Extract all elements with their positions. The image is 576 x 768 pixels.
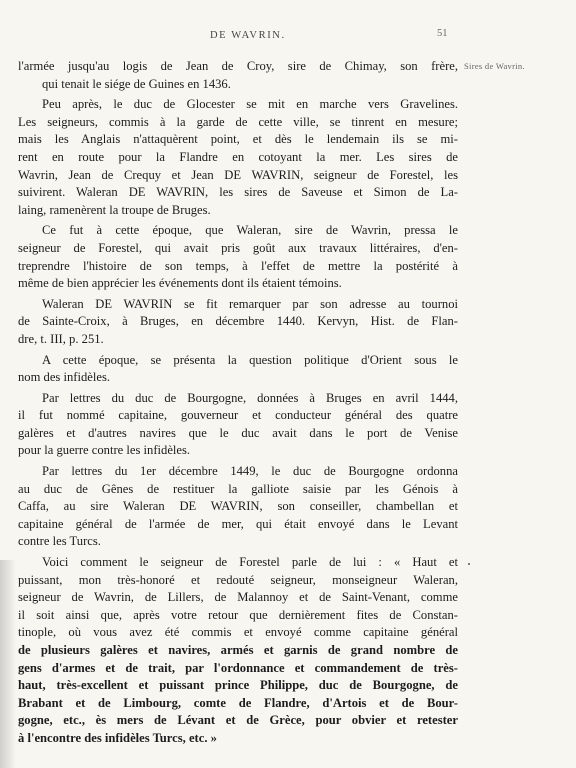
text-line: tinople, où vous avez été commis et envoyé comme capitaine général — [18, 625, 458, 640]
text-line: haut, très-excellent et puissant prince Philippe, duc de Bourgogne, de — [18, 678, 458, 693]
print-speck — [468, 563, 470, 565]
text-line: Les seigneurs, commis à la garde de cette ville, se tinrent en mesure; — [18, 114, 458, 129]
text-line: au duc de Gênes de restituer la galliote saisie par les Génois à — [18, 481, 458, 496]
text-line: seigneur de Wavrin, de Lillers, de Malannoy et de Saint-Venant, comme — [18, 590, 458, 605]
text-line: Par lettres du duc de Bourgogne, données à Bruges en avril 1444, — [42, 390, 458, 405]
text-line: galères et d'autres navires que le duc avait dans le port de Venise — [18, 425, 458, 440]
text-line: de plusieurs galères et navires, armés et garnis de grand nombre de — [18, 643, 458, 657]
text-line: Brabant et de Limbourg, comte de Flandre, d'Artois et de Bour- — [18, 695, 458, 710]
text-line: dre, t. III, p. 251. — [18, 331, 104, 346]
text-line: A cette époque, se présenta la question politique d'Orient sous le — [42, 352, 458, 367]
text-line: puissant, mon très-honoré et redouté seigneur, monseigneur Waleran, — [18, 572, 458, 587]
text-line: capitaine général de l'armée de mer, qui était envoyé dans le Levant — [18, 516, 458, 531]
text-line: Waleran DE WAVRIN se fit remarquer par son adresse au tournoi — [42, 296, 458, 311]
text-line: l'armée jusqu'au logis de Jean de Croy, sire de Chimay, son frère, — [18, 59, 458, 73]
paragraph — [18, 296, 458, 349]
text-line: laing, ramenèrent la troupe de Bruges. — [18, 202, 211, 217]
paragraph — [18, 463, 458, 551]
body-text — [18, 58, 458, 748]
paragraph — [18, 390, 458, 460]
text-line: Par lettres du 1er décembre 1449, le duc de Bourgogne ordonna — [42, 464, 458, 479]
text-line: Voici comment le seigneur de Forestel parle de lui : « Haut et — [42, 555, 458, 570]
paragraph — [18, 352, 458, 387]
text-line: suivirent. Waleran DE WAVRIN, les sires de Saveuse et Simon de La- — [18, 185, 458, 200]
text-line: Caffa, au sire Waleran DE WAVRIN, son conseiller, chambellan et — [18, 499, 458, 514]
page-number: 51 — [437, 28, 448, 39]
paragraph — [18, 96, 458, 219]
paragraph — [18, 554, 458, 748]
text-line: à l'encontre des infidèles Turcs, etc. » — [18, 730, 217, 745]
running-head: DE WAVRIN. — [210, 30, 286, 41]
text-line: il fut nommé capitaine, gouverneur et conducteur général des quatre — [18, 408, 458, 423]
text-line: treprendre l'histoire de son temps, à l'effet de mettre la postérité à — [18, 258, 458, 273]
text-line: Peu après, le duc de Glocester se mit en marche vers Gravelines. — [42, 97, 458, 112]
text-line: gens d'armes et de trait, par l'ordonnance et commandement de très- — [18, 660, 458, 675]
text-line: qui tenait le siége de Guines en 1436. — [42, 76, 231, 91]
text-line: seigneur de Forestel, qui avait pris goût aux travaux littéraires, d'en- — [18, 240, 458, 255]
text-line: contre les Turcs. — [18, 534, 101, 549]
text-line: rent en route pour la Flandre en cotoyant la mer. Les sires de — [18, 149, 458, 164]
text-line: de Sainte-Croix, à Bruges, en décembre 1440. Kervyn, Hist. de Flan- — [18, 314, 458, 329]
text-line: pour la guerre contre les infidèles. — [18, 443, 191, 458]
paragraph — [18, 58, 458, 93]
binding-shadow — [0, 560, 16, 768]
text-line: nom des infidèles. — [18, 370, 110, 385]
text-line: gogne, etc., ès mers de Lévant et de Grèce, pour obvier et retester — [18, 713, 458, 728]
page-header — [0, 30, 576, 46]
text-line: Wavrin, Jean de Crequy et Jean DE WAVRIN, seigneur de Forestel, les — [18, 167, 458, 182]
text-line: même de bien apprécier les événements dont ils étaient témoins. — [18, 276, 342, 291]
text-line: Ce fut à cette époque, que Waleran, sire de Wavrin, pressa le — [42, 223, 458, 238]
paragraph — [18, 222, 458, 292]
margin-note: Sires de Wavrin. — [464, 61, 525, 71]
text-line: il soit ainsi que, après votre retour que dernièrement fites de Constan- — [18, 607, 458, 622]
text-line: mais les Anglais n'attaquèrent point, et dès le lendemain ils se mi- — [18, 132, 458, 147]
